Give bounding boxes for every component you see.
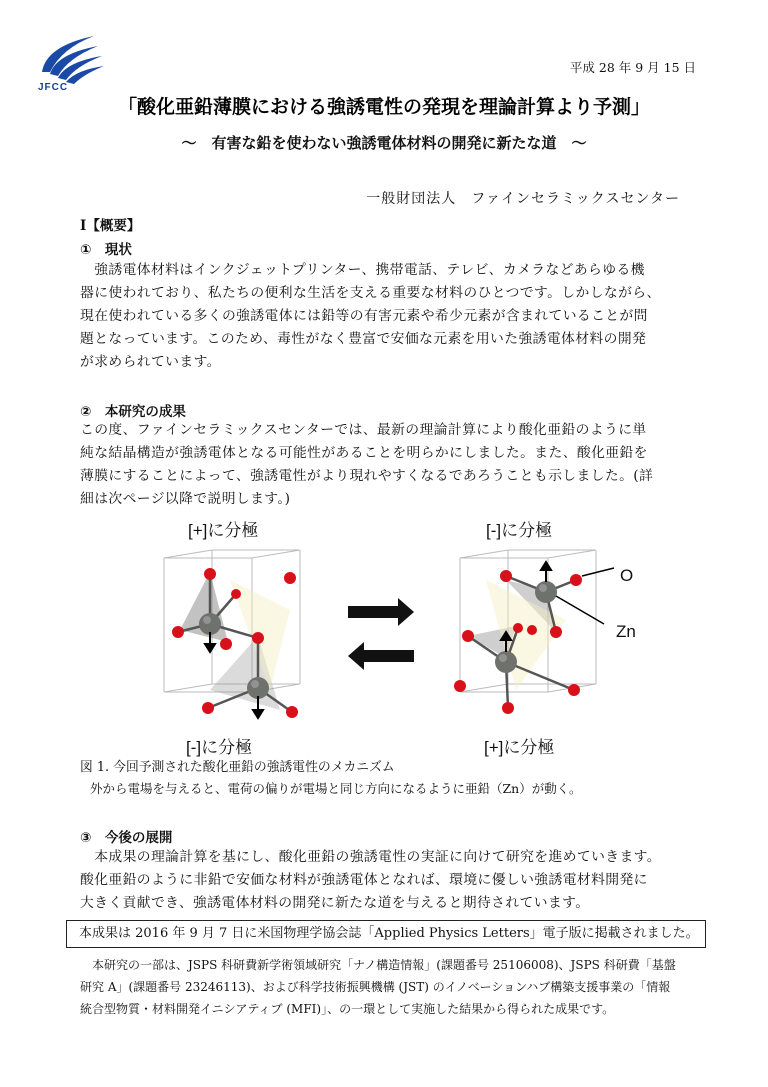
section-3-body	[80, 846, 692, 915]
text-line: 強誘電体材料はインクジェットプリンター、携帯電話、テレビ、カメラなどあらゆる機	[80, 262, 645, 278]
text-line: 統合型物質・材料開発イニシアティブ (MFI)」、の一環として実施した結果から得られた成果です。	[80, 1002, 615, 1016]
text-line: 酸化亜鉛のように非鉛で安価な材料が強誘電体となれば、環境に優しい強誘電材料開発に	[80, 872, 648, 888]
text-line: 研究 A」(課題番号 23246113)、および科学技術振興機構 (JST) のイノベーションハブ構築支援事業の「情報	[80, 980, 671, 994]
section-1-body	[80, 259, 692, 374]
press-subtitle: 〜 有害な鉛を使わない強誘電体材料の開発に新たな道 〜	[181, 134, 587, 152]
figure-description: 外から電場を与えると、電荷の偏りが電場と同じ方向になるように亜鉛（Zn）が動く。	[90, 781, 582, 796]
text-line: 薄膜にすることによって、強誘電性がより現れやすくなるであろうことも示しました。(詳	[80, 468, 654, 484]
text-line: この度、ファインセラミックスセンターでは、最新の理論計算により酸化亜鉛のように単	[80, 422, 647, 438]
switch-arrows	[348, 598, 414, 670]
zno-mechanism-figure	[150, 540, 620, 736]
organization-name: 一般財団法人 ファインセラミックスセンター	[366, 191, 680, 207]
atom-label-zn: Zn	[616, 622, 636, 641]
text-line: 細は次ページ以降で説明します。)	[80, 491, 291, 507]
text-line: 現在使われている多くの強誘電体には鉛等の有害元素や希少元素が含まれていることが問	[80, 308, 648, 324]
text-line: 大きく貢献でき、強誘電体材料の開発に新たな道を与えると期待されています。	[80, 895, 590, 911]
section-3-heading: ③ 今後の展開	[80, 830, 173, 846]
label-top-left: [+]に分極	[188, 521, 259, 540]
label-bottom-right: [+]に分極	[484, 738, 555, 757]
overview-heading: I【概要】	[80, 218, 141, 234]
text-line: 純な結晶構造が強誘電体となる可能性があることを明らかにしました。また、酸化亜鉛を	[80, 445, 648, 461]
publication-notice: 本成果は 2016 年 9 月 7 日に米国物理学協会誌「Applied Physics Letters」電子版に掲載されました。	[66, 920, 706, 948]
acknowledgement	[80, 954, 692, 1020]
label-top-right: [-]に分極	[486, 521, 553, 540]
text-line: 器に使われており、私たちの便利な生活を支える重要な材料のひとつです。しかしながら、	[80, 285, 661, 301]
section-1-heading: ① 現状	[80, 242, 132, 258]
logo-text: JFCC	[38, 82, 69, 93]
atom-label-o: O	[620, 566, 634, 585]
press-title: 「酸化亜鉛薄膜における強誘電性の発現を理論計算より予測」	[117, 96, 650, 118]
label-bottom-left: [-]に分極	[186, 738, 253, 757]
left-crystal-cell	[164, 550, 300, 718]
section-2-body	[80, 419, 692, 511]
release-date: 平成 28 年 9 月 15 日	[569, 60, 696, 75]
text-line: が求められています。	[80, 354, 221, 370]
text-line: 本成果の理論計算を基にし、酸化亜鉛の強誘電性の実証に向けて研究を進めていきます。	[80, 849, 661, 865]
section-2-heading: ② 本研究の成果	[80, 404, 186, 420]
figure-caption: 図 1. 今回予測された酸化亜鉛の強誘電性のメカニズム	[80, 760, 395, 775]
right-crystal-cell	[454, 550, 614, 714]
text-line: 本研究の一部は、JSPS 科研費新学術領域研究「ナノ構造情報」(課題番号 25106008)、JSPS 科研費「基盤	[80, 958, 676, 972]
text-line: 題となっています。このため、毒性がなく豊富で安価な元素を用いた強誘電体材料の開発	[80, 331, 647, 347]
